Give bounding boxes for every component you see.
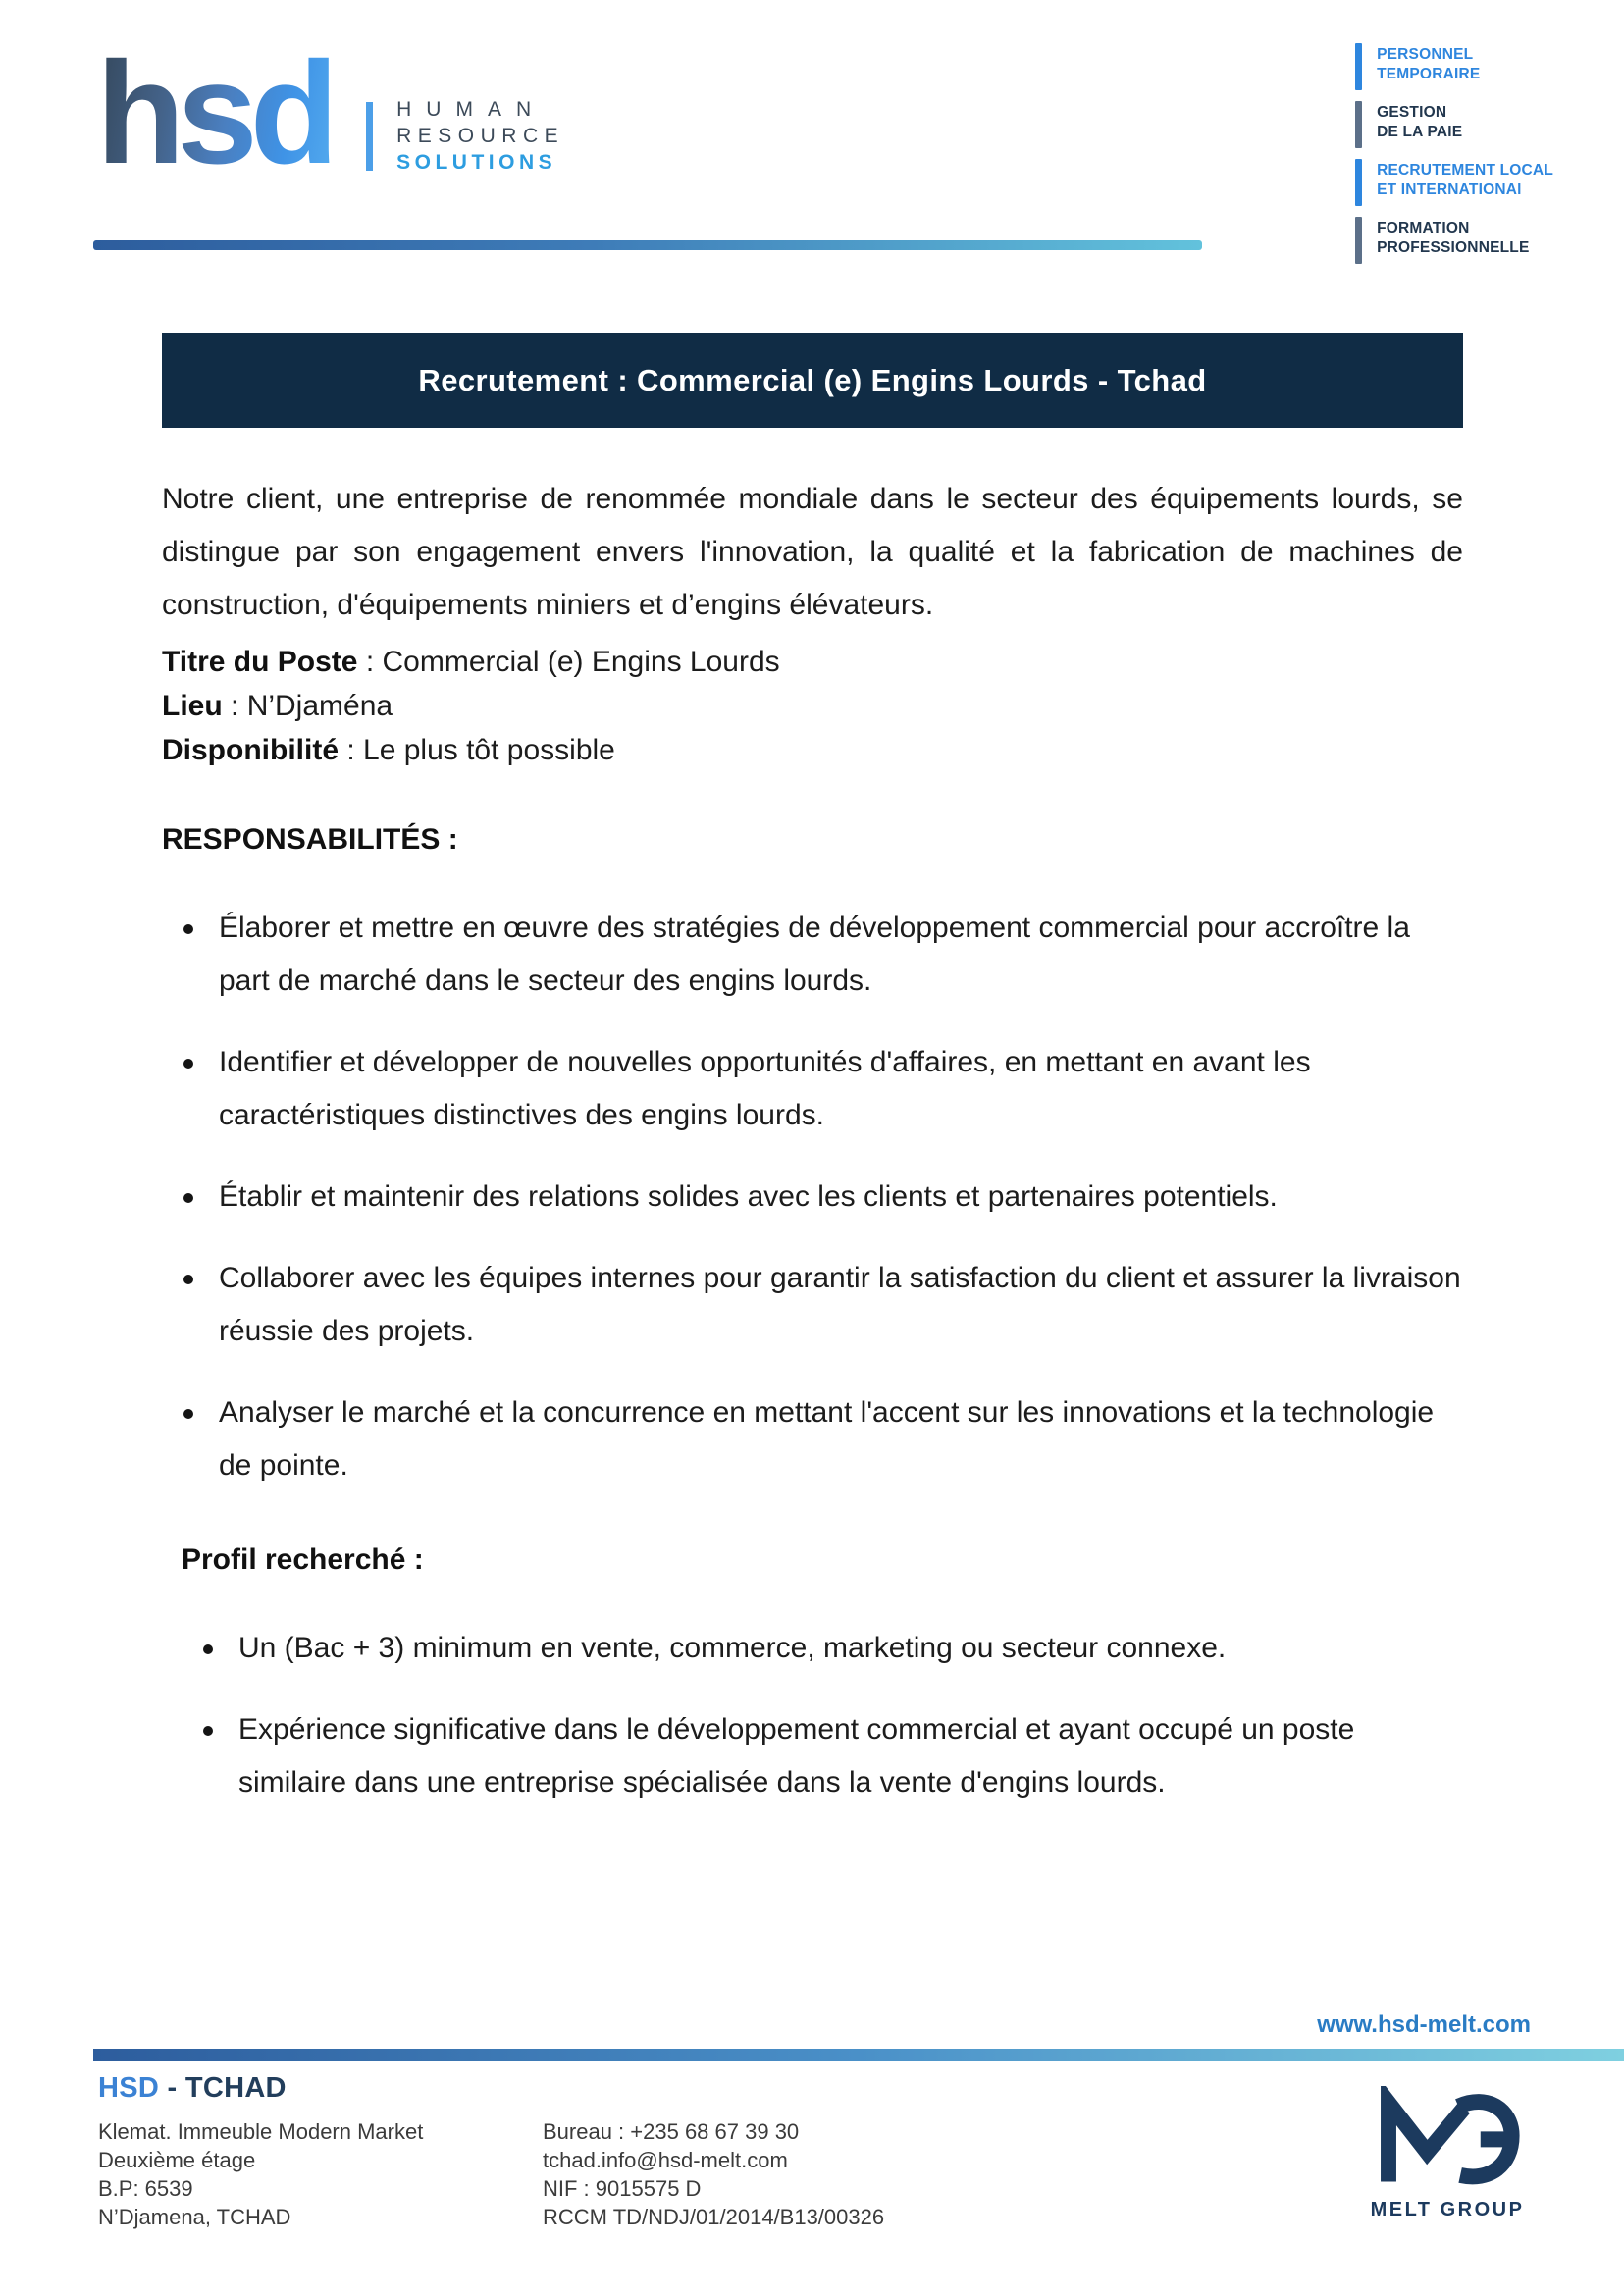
wordmark-line-solutions: SOLUTIONS [396,151,557,174]
website-url: www.hsd-melt.com [1317,2011,1531,2038]
section-heading-responsabilites: RESPONSABILITÉS : [162,823,458,856]
list-item-text: Établir et maintenir des relations solides avec les clients et partenaires potentiels. [219,1180,1278,1213]
list-item-text: Élaborer et mettre en œuvre des stratégies de développement commercial pour accroître la part de marché dans le secteur des engins lourds. [219,912,1410,997]
melt-group-name: MELT GROUP [1370,2199,1525,2220]
hsd-logo [96,32,565,194]
footer-address [98,2117,423,2231]
detail-separator: : [339,734,364,766]
service-item-gestion-paie [1355,101,1553,148]
service-item-recrutement [1355,159,1553,206]
bullet-icon [183,1193,193,1203]
address-line: B.P: 6539 [98,2176,193,2201]
logo-divider-bar [366,102,373,171]
detail-value: Commercial (e) Engins Lourds [382,646,780,678]
service-label-line2: ET INTERNATIONAl [1377,182,1522,198]
detail-separator: : [222,690,247,722]
company-name [98,2072,287,2105]
service-item-formation [1355,217,1553,264]
address-line: Deuxième étage [98,2148,256,2172]
list-item [162,1171,1463,1224]
bullet-icon [183,1059,193,1069]
contact-line-email: tchad.info@hsd-melt.com [543,2148,788,2172]
profil-list [162,1622,1463,1809]
list-item [162,1622,1463,1675]
contact-line-phone: Bureau : +235 68 67 39 30 [543,2119,800,2144]
detail-row-lieu [162,684,1463,728]
bullet-icon [203,1644,213,1654]
responsabilites-list [162,902,1463,1492]
service-bar-icon [1355,159,1362,206]
detail-row-titre [162,640,1463,684]
service-bar-icon [1355,43,1362,90]
service-label-line1: FORMATION [1377,220,1470,236]
list-item [162,1036,1463,1142]
service-label-line1: RECRUTEMENT LOCAL [1377,162,1553,179]
list-item [162,1386,1463,1492]
detail-separator: : [357,646,383,678]
service-label-line1: PERSONNEL [1377,46,1474,63]
list-item-text: Expérience significative dans le développement commercial et ayant occupé un poste similaire dans une entreprise spécialisée dans la vente d'engins lourds. [238,1713,1355,1799]
list-item-text: Collaborer avec les équipes internes pour garantir la satisfaction du client et assurer la livraison réussie des projets. [219,1262,1461,1347]
page-title: Recrutement : Commercial (e) Engins Lourds - Tchad [418,362,1207,397]
intro-paragraph: Notre client, une entreprise de renommée mondiale dans le secteur des équipements lourds, se distingue par son engagement envers l'innovation, la qualité et la fabrication de machines de construction, d'équipements miniers et d’engins élévateurs. [162,483,1463,621]
service-bar-icon [1355,101,1362,148]
service-label [1377,159,1553,206]
service-label [1377,217,1529,264]
service-label-line1: GESTION [1377,104,1447,121]
detail-value: Le plus tôt possible [363,734,615,766]
logo-wordmark [396,96,564,176]
contact-line-rccm: RCCM TD/NDJ/01/2014/B13/00326 [543,2205,885,2229]
wordmark-line-human: HUMAN [396,98,547,121]
bullet-icon [183,924,193,934]
melt-group-monogram-icon [1374,2086,1521,2189]
section-heading-profil: Profil recherché : [182,1543,424,1576]
list-item-text: Un (Bac + 3) minimum en vente, commerce, marketing ou secteur connexe. [238,1632,1227,1664]
job-details [162,640,1463,772]
service-bar-icon [1355,217,1362,264]
document-body [162,333,1463,1838]
list-item-text: Identifier et développer de nouvelles opportunités d'affaires, en mettant en avant les caractéristiques distinctives des engins lourds. [219,1046,1311,1131]
title-banner [162,333,1463,428]
service-label-line2: PROFESSIONNELLE [1377,239,1530,256]
detail-label: Disponibilité [162,734,339,766]
address-line: Klemat. Immeuble Modern Market [98,2119,424,2144]
contact-line-nif: NIF : 9015575 D [543,2176,702,2201]
list-item [162,1703,1463,1809]
bullet-icon [183,1409,193,1419]
service-item-personnel-temporaire [1355,43,1553,90]
service-label-line2: TEMPORAIRE [1377,66,1481,82]
company-name-tchad: - TCHAD [167,2072,287,2104]
company-name-hsd: HSD [98,2072,160,2104]
wordmark-line-resource: RESOURCE [396,125,565,147]
footer-gradient-rule [93,2049,1624,2061]
melt-group-logo [1349,2086,1545,2221]
bullet-icon [183,1275,193,1284]
service-label [1377,101,1462,148]
service-label-line2: DE LA PAIE [1377,124,1463,140]
hsd-logo-monogram: hsd [96,32,332,194]
bullet-icon [203,1726,213,1736]
services-list [1355,43,1553,264]
list-item [162,1252,1463,1358]
detail-label: Lieu [162,690,223,722]
detail-value: N’Djaména [246,690,393,722]
address-line: N’Djamena, TCHAD [98,2205,291,2229]
list-item [162,902,1463,1008]
detail-label: Titre du Poste [162,646,358,678]
service-label [1377,43,1480,90]
header-gradient-rule [93,240,1202,250]
detail-row-disponibilite [162,728,1463,772]
list-item-text: Analyser le marché et la concurrence en mettant l'accent sur les innovations et la technologie de pointe. [219,1396,1435,1482]
footer-contact [543,2117,884,2231]
